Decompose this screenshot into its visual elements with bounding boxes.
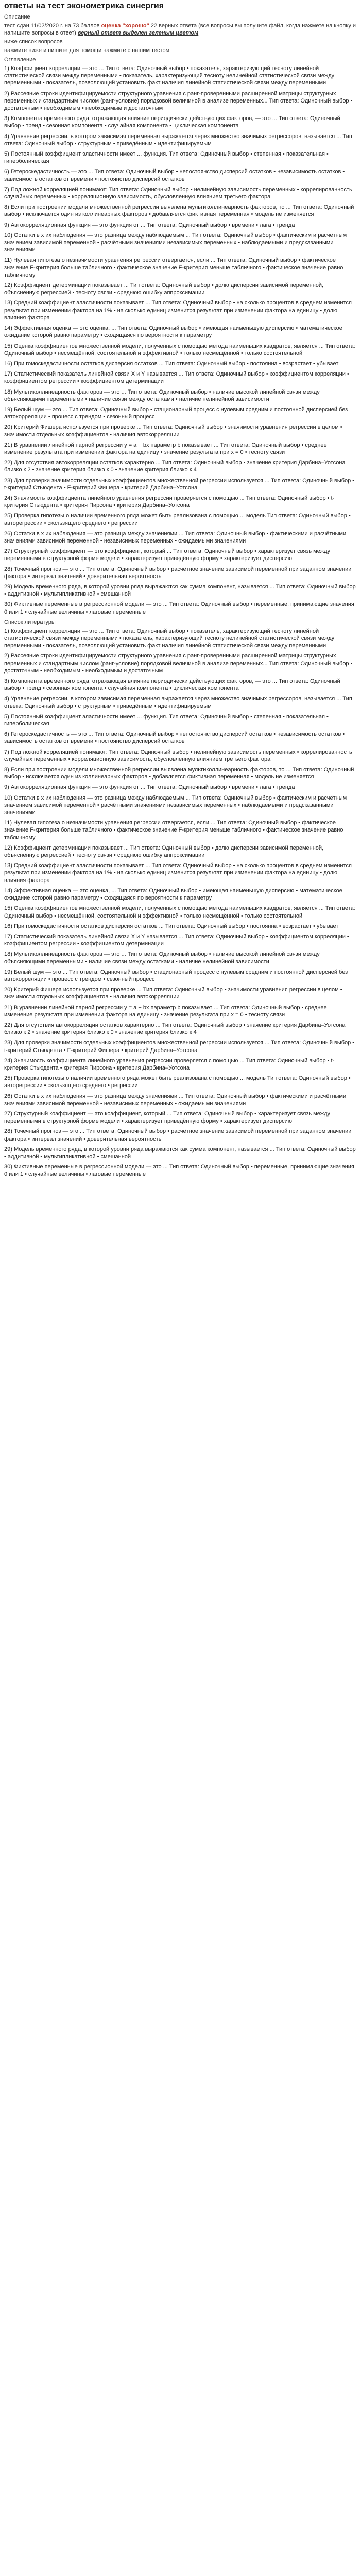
question-number: 23) [4, 477, 14, 484]
question-text: Остатки в х их наблюдения — это разница между значениями ... Тип ответа: Одиночный выбор • фактическими и расчётными значениями зависимой переменной • независимых переменных • ожидаемыми значениями [4, 530, 347, 544]
intro-paragraph [4, 22, 357, 37]
question-item [4, 628, 357, 650]
toc-heading: Оглавление [4, 57, 36, 63]
question-text: Значимость коэффициента линейного уравнения регрессии проверяется с помощью ... Тип ответа: Одиночный выбор • t-критерия Стьюдента • критерия Пирсона • критерия Дарбина–Уотсона [4, 1057, 335, 1071]
question-item [4, 677, 357, 692]
question-item [4, 749, 357, 763]
question-item [4, 652, 357, 674]
question-text: Точечный прогноз — это ... Тип ответа: Одиночный выбор • расчётное значение зависимой переменной при заданном значении фактора • интервал значений • доверительная вероятность [4, 566, 352, 580]
question-item [4, 794, 357, 817]
question-text: Уравнение регрессии, в котором зависимая переменная выражается через множество значимых регрессоров, называется ... Тип ответа: Одиночный выбор • структурным • приведённым • идентифицируемым [4, 133, 352, 147]
question-item [4, 360, 357, 367]
question-number: 28) [4, 566, 14, 572]
question-text: Коэффициент детерминации показывает ... Тип ответа: Одиночный выбор • долю дисперсии зависимой переменной, объяснённую регрессией • тесноту связи • среднюю ошибку аппроксимации [4, 844, 324, 859]
question-text: Критерий Фишера используется при проверке ... Тип ответа: Одиночный выбор • значимости уравнения регрессии в целом • значимости отдельных коэффициентов • наличия автокорреляции [4, 424, 342, 438]
question-text: Рассеяние строки идентифицируемости структурного уравнения с ранг-проверенными расширенной матрицы структурных переменных и стандартным числом (ранг-условие) порядковой величиной в анализе переменных... Тип ответа: Одиночный выбор • достаточным • необходимым • необходимым и достаточным [4, 653, 353, 674]
question-number: 10) [4, 794, 14, 801]
document-page [0, 0, 361, 1202]
question-item [4, 1146, 357, 1160]
question-text: Постоянный коэффициент эластичности имеет ... функция. Тип ответа: Одиночный выбор • степенная • показательная • гиперболическая [4, 713, 329, 727]
question-text: Уравнение регрессии, в котором зависимая переменная выражается через множество значимых регрессоров, называется ... Тип ответа: Одиночный выбор • структурным • приведённым • идентифицируемым [4, 696, 352, 709]
question-text: Нулевая гипотеза о незначимости уравнения регрессии отвергается, если ... Тип ответа: Одиночный выбор • фактическое значение F-критерия больше табличного • фактическое значение F-критерия меньше табличного • фактическое значение равно табличному [4, 820, 343, 841]
question-item [4, 784, 357, 791]
question-item [4, 299, 357, 321]
question-number: 5) [4, 151, 11, 158]
question-number: 24) [4, 495, 14, 501]
question-item [4, 819, 357, 841]
question-number: 5) [4, 713, 11, 720]
question-item [4, 862, 357, 884]
question-text: Мультиколлинеарность факторов — это ... Тип ответа: Одиночный выбор • наличие высокой линейной связи между объясняющими переменными • наличие связи между остатками • наличие нелинейной зависимости [4, 388, 320, 402]
notice-text: (все вопросы вы получите файл, когда нажмете на кнопку и напишите вопросы в ответ) [4, 23, 356, 36]
question-item [4, 65, 357, 87]
question-text: Модель временного ряда, в которой уровни ряда выражаются как сумма компонент, называется ... Тип ответа: Одиночный выбор • аддитивной • мультипликативной • смешанной [4, 1146, 356, 1160]
page-title: ответы на тест эконометрика синергия [4, 2, 164, 10]
question-text: Под ложной корреляцией понимают: Тип ответа: Одиночный выбор • нелинейную зависимость переменных • коррелированность случайных переменных • корреляционную зависимость, обусловленную влиянием третьего фактора [4, 186, 352, 200]
question-item [4, 583, 357, 598]
question-text: Для проверки значимости отдельных коэффициентов множественной регрессии используется ... Тип ответа: Одиночный выбор • t-критерий Стьюдента • F-критерий Фишера • критерий Дарбина–Уотсона [4, 1040, 355, 1054]
question-text: Проверка гипотезы о наличии временного ряда может быть реализована с помощью ... модель Тип ответа: Одиночный выбор • авторегрессии • скользящего среднего • регрессии [4, 1075, 351, 1089]
question-number: 29) [4, 1146, 14, 1153]
intro-line: тест сдан 11/02/2020 г. на 73 баллов [4, 23, 100, 29]
question-item [4, 257, 357, 279]
question-text: Значимость коэффициента линейного уравнения регрессии проверяется с помощью ... Тип ответа: Одиночный выбор • t-критерия Стьюдента • критерия Пирсона • критерия Дарбина–Уотсона [4, 495, 335, 509]
question-text: Белый шум — это ... Тип ответа: Одиночный выбор • стационарный процесс с нулевым средним и постоянной дисперсией без автокорреляции • процесс с трендом • сезонный процесс [4, 406, 348, 420]
question-item [4, 1039, 357, 1054]
question-number: 1) [4, 628, 11, 634]
verdict-text: оценка "хорошо" [101, 23, 149, 29]
question-item [4, 969, 357, 983]
question-text: Нулевая гипотеза о незначимости уравнения регрессии отвергается, если ... Тип ответа: Одиночный выбор • фактическое значение F-критерия больше табличного • фактическое значение F-критерия меньше табличного • фактическое значение равно табличному [4, 257, 343, 278]
question-text: Рассеяние строки идентифицируемости структурного уравнения с ранг-проверенными расширенной матрицы структурных переменных и стандартным числом (ранг-условие) порядковой величиной в анализе переменных... Тип ответа: Одиночный выбор • достаточным • необходимым • необходимым и достаточным [4, 90, 353, 112]
help-line[interactable]: нажмите ниже и пишите для помощи нажмите с нашим тестом [4, 47, 170, 54]
question-text: Для проверки значимости отдельных коэффициентов множественной регрессии используется ... Тип ответа: Одиночный выбор • t-критерий Стьюдента • F-критерий Фишера • критерий Дарбина–Уотсона [4, 477, 355, 491]
question-text: Если при построении модели множественной регрессии выявлена мультиколлинеарность факторов, то ... Тип ответа: Одиночный выбор • исключается один из коллинеарных факторов • добавляется фиктивная переменная • модель не изменяется [4, 204, 354, 218]
question-text: Постоянный коэффициент эластичности имеет ... функция. Тип ответа: Одиночный выбор • степенная • показательная • гиперболическая [4, 151, 329, 165]
question-text: Компонента временного ряда, отражающая влияние периодически действующих факторов, — это ... Тип ответа: Одиночный выбор • тренд • сезонная компонента • случайная компонента • циклическая компонента [4, 115, 340, 129]
intro-label: Описание [4, 14, 30, 20]
question-item [4, 1004, 357, 1019]
question-number: 6) [4, 731, 11, 738]
question-number: 8) [4, 767, 11, 773]
question-text: Эффективная оценка — это оценка, ... Тип ответа: Одиночный выбор • имеющая наименьшую дисперсию • математическое ожидание которой равно параметру • сходящаяся по вероятности к параметру [4, 887, 342, 902]
question-number: 9) [4, 784, 11, 791]
question-text: Эффективная оценка — это оценка, ... Тип ответа: Одиночный выбор • имеющая наименьшую дисперсию • математическое ожидание которой равно параметру • сходящаяся по вероятности к параметру [4, 325, 342, 339]
question-item [4, 695, 357, 709]
question-item [4, 168, 357, 182]
question-item [4, 232, 357, 254]
question-number: 3) [4, 115, 11, 122]
question-item [4, 887, 357, 902]
question-text: Статистический показатель линейной связи X и Y называется ... Тип ответа: Одиночный выбор • коэффициентом корреляции • коэффициентом регрессии • коэффициентом детерминации [4, 933, 349, 947]
question-item [4, 282, 357, 296]
question-list [4, 65, 357, 616]
question-number: 16) [4, 360, 14, 367]
question-item [4, 115, 357, 129]
question-item [4, 530, 357, 545]
question-item [4, 933, 357, 947]
question-item [4, 905, 357, 919]
question-text: Средний коэффициент эластичности показывает ... Тип ответа: Одиночный выбор • на сколько процентов в среднем изменится результат при изменении фактора на 1% • на сколько единиц изменится результат при изменении фактора на единицу • долю влияния фактора [4, 862, 352, 884]
question-number: 25) [4, 513, 14, 519]
question-number: 2) [4, 653, 11, 659]
question-item [4, 566, 357, 580]
question-text: Средний коэффициент эластичности показывает ... Тип ответа: Одиночный выбор • на сколько процентов в среднем изменится результат при изменении фактора на 1% • на сколько единиц изменится результат при изменении фактора на единицу • долю влияния фактора [4, 300, 352, 321]
question-text: Оценка коэффициентов множественной модели, полученных с помощью метода наименьших квадратов, является ... Тип ответа: Одиночный выбор • несмещённой, состоятельной и эффективной • только несмещённой • только состоятельной [4, 343, 355, 357]
question-text: Остатки в х их наблюдения — это разница между наблюдаемым ... Тип ответа: Одиночный выбор • фактическим и расчётным значением зависимой переменной • расчётными значениями независимых переменных • наблюдаемыми и предсказанными значениями [4, 794, 347, 816]
question-number: 27) [4, 1110, 14, 1117]
question-list-repeat [4, 628, 357, 1178]
question-item [4, 388, 357, 403]
question-number: 30) [4, 1164, 14, 1171]
question-item [4, 370, 357, 385]
question-item [4, 477, 357, 492]
question-number: 26) [4, 1093, 14, 1099]
highlight-text: верный ответ выделен зеленым цветом [77, 30, 199, 36]
question-text: Коэффициент детерминации показывает ... Тип ответа: Одиночный выбор • долю дисперсии зависимой переменной, объяснённую регрессией • тесноту связи • среднюю ошибку аппроксимации [4, 282, 324, 296]
question-number: 13) [4, 300, 14, 307]
question-text: Модель временного ряда, в которой уровни ряда выражаются как сумма компонент, называется ... Тип ответа: Одиночный выбор • аддитивной • мультипликативной • смешанной [4, 583, 356, 598]
question-item [4, 1057, 357, 1072]
question-item [4, 844, 357, 859]
question-number: 25) [4, 1075, 14, 1082]
question-text: Точечный прогноз — это ... Тип ответа: Одиночный выбор • расчётное значение зависимой переменной при заданном значении фактора • интервал значений • доверительная вероятность [4, 1128, 352, 1142]
question-number: 18) [4, 388, 14, 395]
question-number: 4) [4, 696, 11, 702]
question-text: Если при построении модели множественной регрессии выявлена мультиколлинеарность факторов, то ... Тип ответа: Одиночный выбор • исключается один из коллинеарных факторов • добавляется фиктивная переменная • модель не изменяется [4, 767, 354, 781]
question-number: 4) [4, 133, 11, 140]
question-text: Для отсутствия автокорреляции остатков характерно ... Тип ответа: Одиночный выбор • значение критерия Дарбина–Уотсона близко к 2 • значение критерия близко к 0 • значение критерия близко к 4 [4, 460, 346, 473]
question-number: 15) [4, 343, 14, 349]
question-item [4, 150, 357, 165]
question-number: 9) [4, 222, 11, 228]
question-number: 11) [4, 257, 14, 264]
question-item [4, 133, 357, 147]
question-number: 2) [4, 90, 11, 97]
question-item [4, 204, 357, 218]
question-item [4, 90, 357, 112]
question-number: 19) [4, 406, 14, 413]
question-number: 14) [4, 887, 14, 894]
question-number: 17) [4, 933, 14, 940]
question-text: Фиктивные переменные в регрессионной модели — это ... Тип ответа: Одиночный выбор • переменные, принимающие значения 0 или 1 • случайные величины • лаговые переменные [4, 601, 354, 615]
question-item [4, 951, 357, 965]
question-text: Гетероскедастичность — это ... Тип ответа: Одиночный выбор • непостоянство дисперсий остатков • независимость остатков • зависимость остатков от времени • постоянство дисперсий остатков [4, 168, 345, 182]
question-number: 14) [4, 325, 14, 332]
question-item [4, 1075, 357, 1089]
question-number: 12) [4, 844, 14, 851]
question-item [4, 406, 357, 420]
question-number: 21) [4, 442, 14, 448]
list-label: ниже список вопросов [4, 39, 63, 45]
question-item [4, 1163, 357, 1178]
question-number: 22) [4, 1022, 14, 1028]
question-number: 30) [4, 601, 14, 608]
question-text: Фиктивные переменные в регрессионной модели — это ... Тип ответа: Одиночный выбор • переменные, принимающие значения 0 или 1 • случайные величины • лаговые переменные [4, 1164, 354, 1178]
question-item [4, 1022, 357, 1036]
question-number: 20) [4, 987, 14, 993]
question-item [4, 986, 357, 1001]
question-number: 15) [4, 905, 14, 912]
question-text: Критерий Фишера используется при проверке ... Тип ответа: Одиночный выбор • значимости уравнения регрессии в целом • значимости отдельных коэффициентов • наличия автокорреляции [4, 987, 342, 1001]
question-item [4, 713, 357, 727]
question-item [4, 186, 357, 200]
question-number: 10) [4, 232, 14, 239]
question-text: Структурный коэффициент — это коэффициент, который ... Тип ответа: Одиночный выбор • характеризует связь между переменными в структурной форме модели • характеризует приведённую форму • характеризует дисперсию [4, 1110, 331, 1125]
question-number: 7) [4, 749, 11, 755]
question-item [4, 325, 357, 339]
question-item [4, 731, 357, 745]
question-text: В уравнении линейной парной регрессии y = a + bx параметр b показывает ... Тип ответа: Одиночный выбор • среднее изменение результата при изменении фактора на единицу • значение результата при x = 0 • тесноту связи [4, 442, 327, 455]
question-text: Структурный коэффициент — это коэффициент, который ... Тип ответа: Одиночный выбор • характеризует связь между переменными в структурной форме модели • характеризует приведённую форму • характеризует дисперсию [4, 548, 331, 562]
question-number: 17) [4, 371, 14, 378]
question-item [4, 548, 357, 562]
question-text: Для отсутствия автокорреляции остатков характерно ... Тип ответа: Одиночный выбор • значение критерия Дарбина–Уотсона близко к 2 • значение критерия близко к 0 • значение критерия близко к 4 [4, 1022, 346, 1036]
question-text: Гетероскедастичность — это ... Тип ответа: Одиночный выбор • непостоянство дисперсий остатков • независимость остатков • зависимость остатков от времени • постоянство дисперсий остатков [4, 731, 345, 745]
question-number: 16) [4, 923, 14, 929]
question-text: Мультиколлинеарность факторов — это ... Тип ответа: Одиночный выбор • наличие высокой линейной связи между объясняющими переменными • наличие связи между остатками • наличие нелинейной зависимости [4, 951, 320, 965]
question-item [4, 1128, 357, 1142]
question-number: 3) [4, 678, 11, 685]
question-item [4, 442, 357, 456]
intro-rest: 22 верных ответа [150, 23, 197, 29]
question-item [4, 1093, 357, 1107]
question-number: 6) [4, 168, 11, 175]
question-number: 13) [4, 862, 14, 869]
question-text: Автокорреляционная функция — это функция от ... Тип ответа: Одиночный выбор • времени • лага • тренда [10, 784, 295, 791]
question-text: В уравнении линейной парной регрессии y = a + bx параметр b показывает ... Тип ответа: Одиночный выбор • среднее изменение результата при изменении фактора на единицу • значение результата при x = 0 • тесноту связи [4, 1004, 327, 1018]
question-text: Коэффициент корреляции — это ... Тип ответа: Одиночный выбор • показатель, характеризующий тесноту линейной статистической связи между переменными • показатель, характеризующий тесноту нелинейной статистической связи между переменными • показатель, позволяющий установить факт наличия линейной статистической связи между переменными [4, 65, 335, 87]
question-number: 20) [4, 424, 14, 431]
question-number: 7) [4, 186, 11, 193]
question-number: 28) [4, 1128, 14, 1135]
question-text: Оценка коэффициентов множественной модели, полученных с помощью метода наименьших квадратов, является ... Тип ответа: Одиночный выбор • несмещённой, состоятельной и эффективной • только несмещённой • только состоятельной [4, 905, 355, 919]
question-item [4, 495, 357, 509]
question-item [4, 512, 357, 527]
question-item [4, 423, 357, 438]
question-number: 22) [4, 460, 14, 466]
question-text: Остатки в х их наблюдения — это разница между значениями ... Тип ответа: Одиночный выбор • фактическими и расчётными значениями зависимой переменной • независимых переменных • ожидаемыми значениями [4, 1093, 347, 1107]
question-item [4, 222, 357, 229]
question-text: При гомоскедастичности остатков дисперсия остатков ... Тип ответа: Одиночный выбор • постоянна • возрастает • убывает [13, 923, 339, 929]
question-number: 26) [4, 530, 14, 537]
question-text: Коэффициент корреляции — это ... Тип ответа: Одиночный выбор • показатель, характеризующий тесноту линейной статистической связи между переменными • показатель, характеризующий тесноту нелинейной статистической связи между переменными • показатель, позволяющий установить факт наличия линейной статистической связи между переменными [4, 628, 335, 649]
question-text: При гомоскедастичности остатков дисперсия остатков ... Тип ответа: Одиночный выбор • постоянна • возрастает • убывает [13, 360, 339, 367]
question-item [4, 1110, 357, 1125]
question-number: 27) [4, 548, 14, 555]
question-text: Под ложной корреляцией понимают: Тип ответа: Одиночный выбор • нелинейную зависимость переменных • коррелированность случайных переменных • корреляционную зависимость, обусловленную влиянием третьего фактора [4, 749, 352, 762]
question-number: 21) [4, 1004, 14, 1011]
question-item [4, 459, 357, 473]
question-number: 18) [4, 951, 14, 958]
question-item [4, 766, 357, 781]
question-text: Белый шум — это ... Тип ответа: Одиночный выбор • стационарный процесс с нулевым средним и постоянной дисперсией без автокорреляции • процесс с трендом • сезонный процесс [4, 969, 348, 982]
question-text: Проверка гипотезы о наличии временного ряда может быть реализована с помощью ... модель Тип ответа: Одиночный выбор • авторегрессии • скользящего среднего • регрессии [4, 513, 351, 527]
question-number: 1) [4, 65, 11, 72]
question-number: 23) [4, 1040, 14, 1046]
question-text: Статистический показатель линейной связи X и Y называется ... Тип ответа: Одиночный выбор • коэффициентом корреляции • коэффициентом регрессии • коэффициентом детерминации [4, 371, 349, 385]
question-number: 29) [4, 583, 14, 590]
question-number: 8) [4, 204, 11, 211]
question-text: Компонента временного ряда, отражающая влияние периодически действующих факторов, — это ... Тип ответа: Одиночный выбор • тренд • сезонная компонента • случайная компонента • циклическая компонента [4, 678, 340, 692]
question-item [4, 923, 357, 930]
question-item [4, 343, 357, 357]
question-number: 19) [4, 969, 14, 975]
question-number: 24) [4, 1057, 14, 1064]
question-item [4, 601, 357, 615]
literature-heading: Список литературы [4, 619, 56, 625]
question-number: 12) [4, 282, 14, 289]
question-number: 11) [4, 820, 14, 826]
question-text: Автокорреляционная функция — это функция от ... Тип ответа: Одиночный выбор • времени • лага • тренда [10, 222, 295, 228]
question-text: Остатки в х их наблюдения — это разница между наблюдаемым ... Тип ответа: Одиночный выбор • фактическим и расчётным значением зависимой переменной • расчётными значениями независимых переменных • наблюдаемыми и предсказанными значениями [4, 232, 347, 253]
